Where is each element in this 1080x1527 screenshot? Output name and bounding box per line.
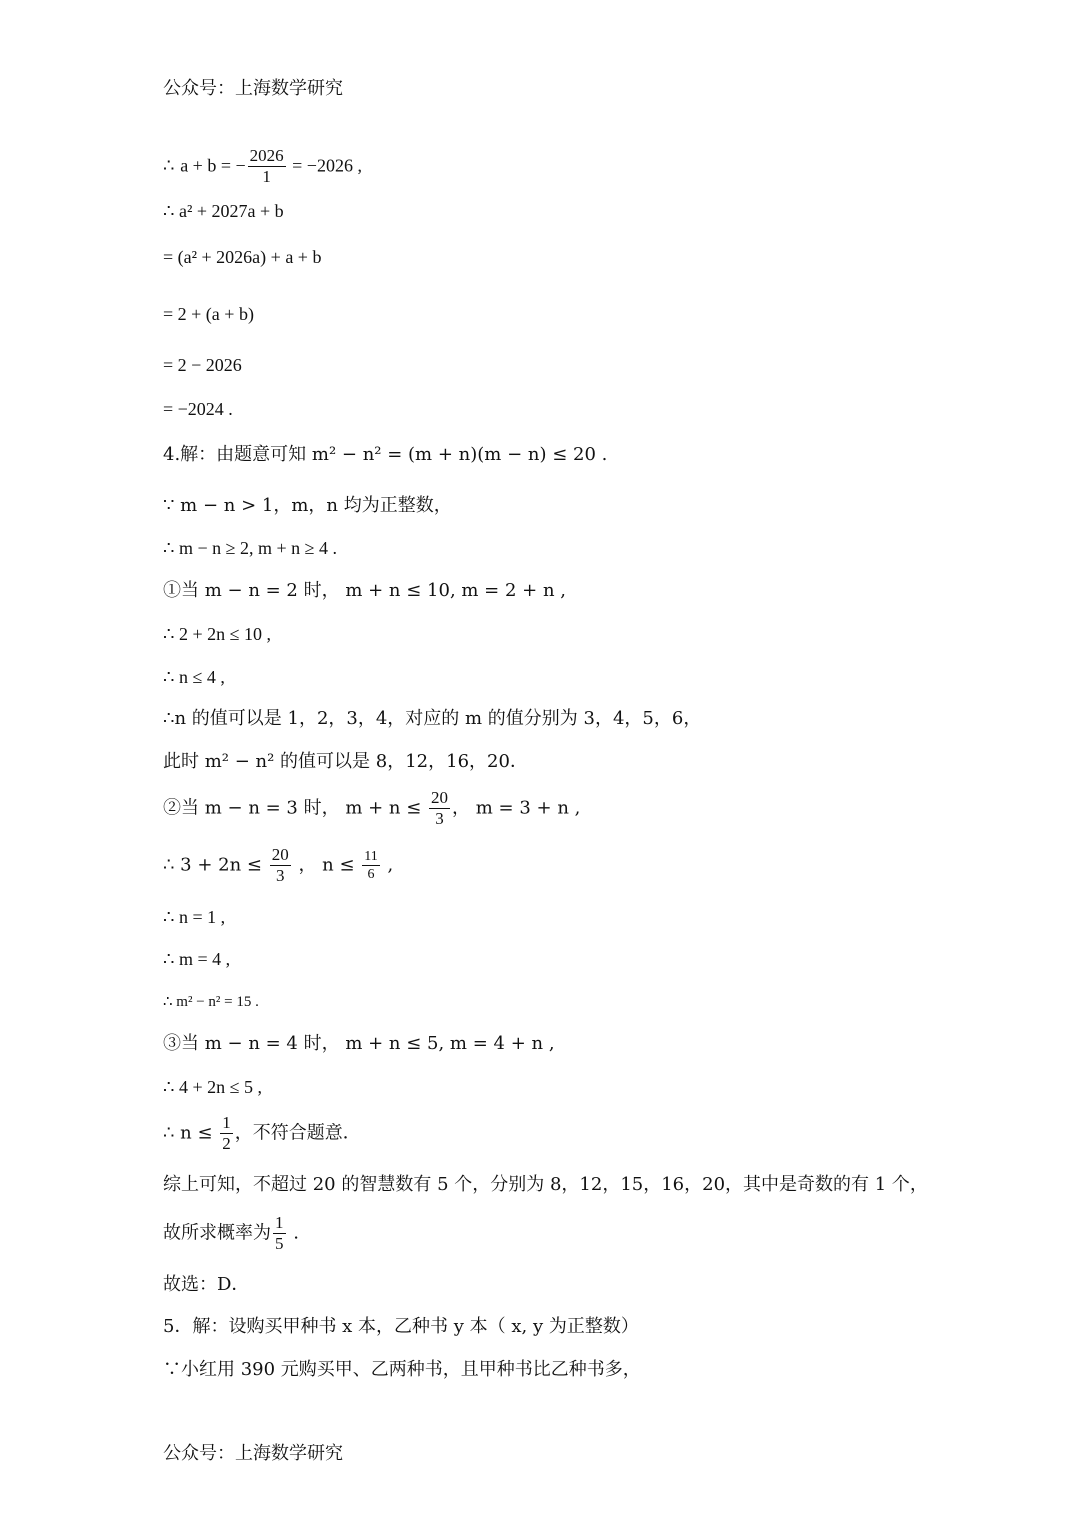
fraction — [270, 845, 291, 886]
expression-text: . — [287, 1222, 299, 1244]
solution-line: ∴n 的值可以是 1，2，3，4，对应的 m 的值分别为 3，4，5，6， — [163, 708, 702, 729]
fraction-numerator: 20 — [271, 845, 289, 864]
equation-line: ∴ m = 4 , — [163, 949, 231, 969]
equation-line: = 2 − 2026 — [163, 355, 242, 375]
solution-line: ∵ m − n > 1，m，n 均为正整数， — [163, 495, 452, 516]
expression-text: ， m = 3 + n , — [452, 797, 581, 819]
solution-line: 此时 m² − n² 的值可以是 8，12，16，20． — [163, 751, 528, 772]
solution-line: 综上可知，不超过 20 的智慧数有 5 个，分别为 8，12，15，16，20，其中是奇数的有 1 个， — [163, 1174, 928, 1195]
fraction-denominator: 3 — [435, 809, 444, 828]
problem-line: ∵小红用 390 元购买甲、乙两种书，且甲种书比乙种书多， — [163, 1359, 641, 1380]
fraction-denominator: 5 — [275, 1234, 284, 1253]
fraction — [362, 848, 379, 883]
page-footer: 公众号：上海数学研究 — [163, 1443, 343, 1464]
fraction-numerator: 2026 — [249, 146, 284, 165]
fraction — [248, 146, 286, 187]
solution-line: ③当 m − n = 4 时， m + n ≤ 5, m = 4 + n , — [163, 1033, 555, 1054]
fraction-numerator: 11 — [364, 849, 378, 864]
equation-line — [163, 146, 362, 187]
equation-line: ∴ 2 + 2n ≤ 10 , — [163, 624, 271, 644]
solution-line: ①当 m − n = 2 时， m + n ≤ 10, m = 2 + n , — [163, 580, 566, 601]
equation-line: ∴ m² − n² = 15 . — [163, 994, 259, 1010]
expression-text: ， n ≤ — [292, 854, 361, 876]
expression-text: = −2026 , — [287, 155, 362, 176]
fraction — [273, 1213, 286, 1254]
expression-text: 故所求概率为 — [163, 1222, 271, 1244]
fraction-denominator: 6 — [367, 867, 375, 882]
solution-line — [163, 1213, 299, 1254]
page-header: 公众号：上海数学研究 — [163, 78, 343, 99]
equation-line: ∴ n ≤ 4 , — [163, 667, 225, 687]
equation-line: ∴ a² + 2027a + b — [163, 201, 284, 221]
solution-line — [163, 1113, 361, 1154]
fraction — [429, 788, 450, 829]
equation-line: = 2 + (a + b) — [163, 304, 254, 324]
expression-text: ∴ n ≤ — [163, 1122, 219, 1144]
equation-line: = −2024 . — [163, 399, 233, 419]
equation-line: ∴ n = 1 , — [163, 907, 226, 927]
solution-line — [163, 788, 580, 829]
expression-text: ②当 m − n = 3 时， m + n ≤ — [163, 797, 428, 819]
fraction — [220, 1113, 233, 1154]
expression-text: , — [381, 854, 394, 876]
expression-text: a + b = − — [180, 155, 246, 176]
equation-line — [163, 845, 393, 886]
equation-line: ∴ m − n ≥ 2, m + n ≥ 4 . — [163, 538, 338, 558]
expression-text: ，不符合题意． — [234, 1122, 361, 1144]
problem-line: 5．解：设购买甲种书 x 本，乙种书 y 本（ x, y 为正整数） — [163, 1316, 639, 1337]
expression-text: ∴ 3 + 2n ≤ — [163, 854, 268, 876]
fraction-numerator: 1 — [275, 1213, 284, 1232]
fraction-denominator: 2 — [222, 1134, 231, 1153]
equation-line: = (a² + 2026a) + a + b — [163, 247, 322, 267]
fraction-numerator: 1 — [222, 1113, 231, 1132]
solution-line: 4.解：由题意可知 m² − n² = (m + n)(m − n) ≤ 20 . — [163, 444, 608, 465]
fraction-denominator: 3 — [275, 866, 285, 885]
therefore-symbol: ∴ — [163, 155, 181, 177]
equation-line: ∴ 4 + 2n ≤ 5 , — [163, 1077, 262, 1097]
answer-line: 故选：D． — [163, 1274, 250, 1295]
fraction-denominator: 1 — [262, 167, 271, 186]
fraction-numerator: 20 — [431, 788, 449, 807]
